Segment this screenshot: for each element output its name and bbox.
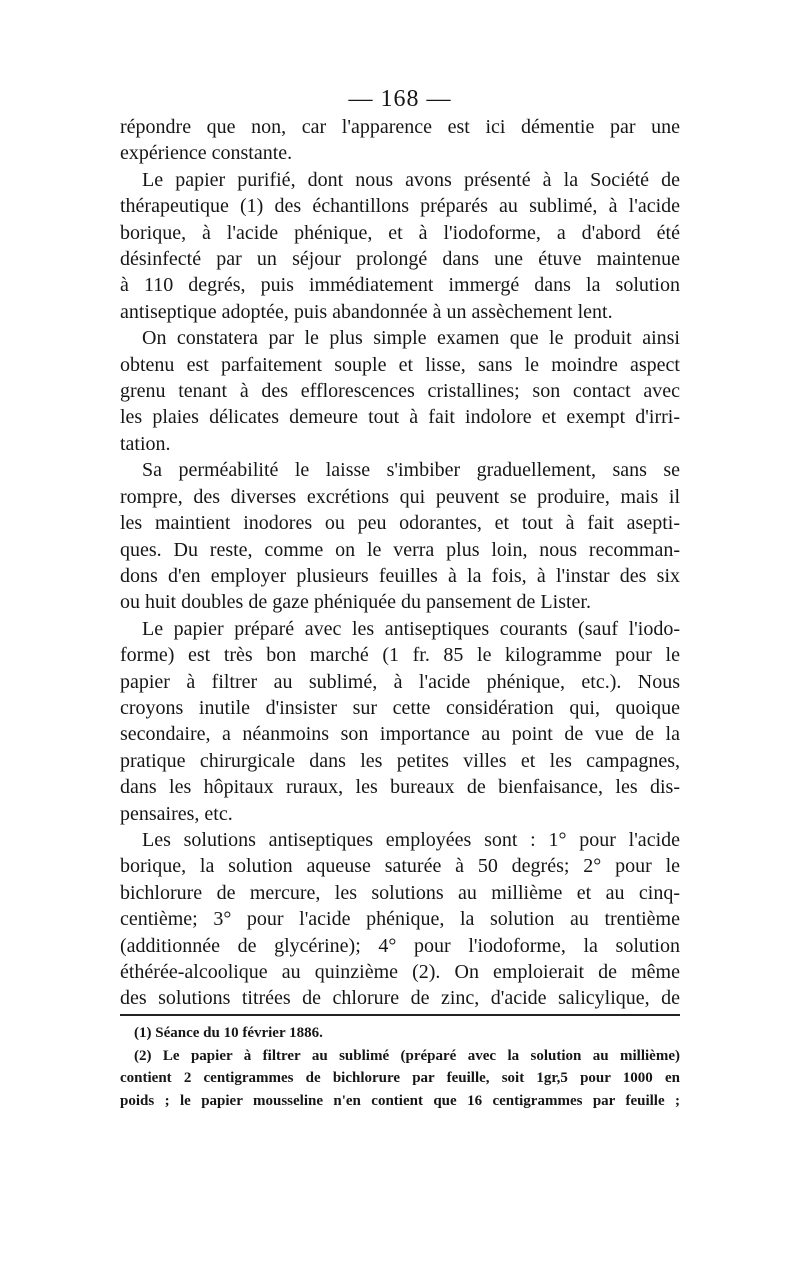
text-line: (additionnée de glycérine); 4° pour l'iodoforme, la solution bbox=[120, 934, 680, 957]
footnote-line: (1) Séance du 10 février 1886. bbox=[134, 1025, 323, 1041]
text-line: dons d'en employer plusieurs feuilles à la fois, à l'instar des six bbox=[120, 564, 680, 587]
page-number: — 168 — bbox=[348, 86, 452, 112]
text-line: pratique chirurgicale dans les petites villes et les campagnes, bbox=[120, 749, 680, 772]
footnote-line: contient 2 centigrammes de bichlorure par feuille, soit 1gr,5 pour 1000 en bbox=[120, 1070, 680, 1086]
text-line: thérapeutique (1) des échantillons préparés au sublimé, à l'acide bbox=[120, 195, 680, 218]
text-line: borique, la solution aqueuse saturée à 50 degrés; 2° pour le bbox=[120, 855, 680, 878]
text-line: pensaires, etc. bbox=[120, 802, 233, 825]
text-line: Le papier préparé avec les antiseptiques courants (sauf l'iodo- bbox=[142, 617, 680, 640]
text-line: ques. Du reste, comme on le verra plus loin, nous recomman- bbox=[120, 538, 680, 561]
text-line: répondre que non, car l'apparence est ici démentie par une bbox=[120, 116, 680, 138]
text-line: expérience constante. bbox=[120, 142, 293, 165]
text-line: dans les hôpitaux ruraux, les bureaux de bienfaisance, les dis- bbox=[120, 776, 680, 799]
text-line: désinfecté par un séjour prolongé dans une étuve maintenue bbox=[120, 248, 680, 271]
text-line: obtenu est parfaitement souple et lisse, sans le moindre aspect bbox=[120, 353, 680, 376]
text-line: papier à filtrer au sublimé, à l'acide phénique, etc.). Nous bbox=[120, 670, 680, 693]
text-line: Le papier purifié, dont nous avons présenté à la Société de bbox=[142, 168, 680, 191]
text-line: rompre, des diverses excrétions qui peuvent se produire, mais il bbox=[120, 485, 680, 508]
text-line: secondaire, a néanmoins son importance au point de vue de la bbox=[120, 723, 680, 746]
text-line: croyons inutile d'insister sur cette considération qui, quoique bbox=[120, 696, 680, 719]
footnote-line: (2) Le papier à filtrer au sublimé (préparé avec la solution au millième) bbox=[134, 1047, 680, 1064]
text-line: Les solutions antiseptiques employées sont : 1° pour l'acide bbox=[142, 828, 680, 851]
text-line: bichlorure de mercure, les solutions au millième et au cinq- bbox=[120, 881, 680, 904]
body-text bbox=[120, 114, 680, 1012]
text-line: éthérée-alcoolique au quinzième (2). On emploierait de même bbox=[120, 961, 680, 983]
text-line: les plaies délicates demeure tout à fait indolore et exempt d'irri- bbox=[120, 406, 680, 429]
text-line: les maintient inodores ou peu odorantes, et tout à fait asepti- bbox=[120, 512, 680, 535]
text-line: des solutions titrées de chlorure de zinc, d'acide salicylique, de bbox=[120, 987, 680, 1010]
text-line: tation. bbox=[120, 432, 171, 455]
text-line: à 110 degrés, puis immédiatement immergé dans la solution bbox=[120, 274, 680, 297]
footnote-divider bbox=[120, 1014, 680, 1016]
text-line: centième; 3° pour l'acide phénique, la solution au trentième bbox=[120, 908, 680, 931]
text-line: forme) est très bon marché (1 fr. 85 le kilogramme pour le bbox=[120, 644, 680, 667]
text-line: Sa perméabilité le laisse s'imbiber graduellement, sans se bbox=[142, 459, 680, 482]
text-line: antiseptique adoptée, puis abandonnée à un assèchement lent. bbox=[120, 300, 613, 323]
text-line: On constatera par le plus simple examen que le produit ainsi bbox=[142, 327, 680, 350]
text-line: grenu tenant à des efflorescences cristallines; son contact avec bbox=[120, 380, 680, 403]
footnote-line: poids ; le papier mousseline n'en contient que 16 centigrammes par feuille ; bbox=[120, 1092, 680, 1109]
text-line: borique, à l'acide phénique, et à l'iodoforme, a d'abord été bbox=[120, 221, 680, 244]
footnotes bbox=[120, 1022, 680, 1112]
text-line: ou huit doubles de gaze phéniquée du pansement de Lister. bbox=[120, 591, 591, 614]
